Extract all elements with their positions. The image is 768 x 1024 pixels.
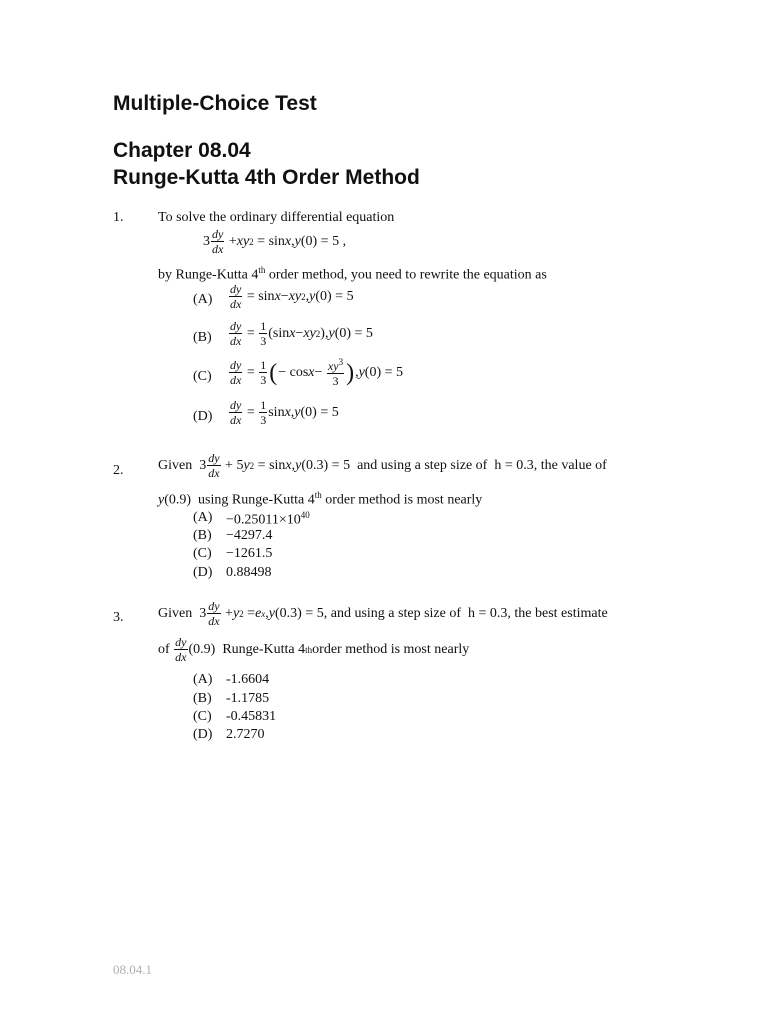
question-3-line-1: Given 3 $\frac{dy}{dx}$ + y 2 = e x , y (0.3) = 5, and using a step size of h = 0.3, the best estimate bbox=[158, 599, 608, 628]
question-3-option-c-label: (C) bbox=[193, 709, 212, 724]
question-1-option-b-label: (B) bbox=[193, 330, 212, 345]
page-number: 08.04.1 bbox=[113, 962, 152, 977]
question-1-option-d-label: (D) bbox=[193, 409, 213, 424]
question-3-option-a-value: -1.6604 bbox=[226, 672, 270, 687]
question-2-option-d-value: 0.88498 bbox=[226, 565, 272, 580]
question-3-option-a-label: (A) bbox=[193, 672, 213, 687]
question-1-option-a-label: (A) bbox=[193, 292, 213, 307]
question-1-number: 1. bbox=[113, 210, 124, 225]
question-1-equation: 3 $\frac{dy}{dx}$ + xy 2 = sin x , y (0) = 5 , bbox=[203, 227, 347, 256]
question-3-number: 3. bbox=[113, 610, 124, 625]
question-2-option-b-label: (B) bbox=[193, 528, 212, 543]
question-2-option-c-label: (C) bbox=[193, 546, 212, 561]
question-2-option-b-value: −4297.4 bbox=[226, 528, 273, 543]
question-3-option-b-value: -1.1785 bbox=[226, 691, 270, 706]
question-2-option-a-label: (A) bbox=[193, 510, 213, 525]
question-3-option-d-value: 2.7270 bbox=[226, 727, 265, 742]
question-3-option-c-value: -0.45831 bbox=[226, 709, 277, 724]
question-1-body: by Runge-Kutta 4th order method, you need to rewrite the equation as bbox=[158, 265, 547, 283]
page-title: Multiple-Choice Test bbox=[113, 92, 317, 115]
question-3-option-d-label: (D) bbox=[193, 727, 213, 742]
question-2-option-d-label: (D) bbox=[193, 565, 213, 580]
question-1-option-c: $\frac{dy}{dx}$ = $\frac{1}{3}$ ( − cos x − $\frac{xy^3}{3}$ ) , y (0) = 5 bbox=[230, 357, 404, 388]
question-2-line-1: Given 3 $\frac{dy}{dx}$ + 5 y 2 = sin x , y (0.3) = 5 and using a step size of h = 0.3, the value of bbox=[158, 451, 607, 480]
question-3-line-2: of $\frac{dy}{dx}$ (0.9) Runge-Kutta 4 th order method is most nearly bbox=[158, 635, 470, 664]
chapter-subtitle: Runge-Kutta 4th Order Method bbox=[113, 166, 420, 189]
question-2-option-c-value: −1261.5 bbox=[226, 546, 273, 561]
question-1-option-a: $\frac{dy}{dx}$ = sin x − xy 2 , y (0) = 5 bbox=[230, 282, 354, 311]
question-2-option-a-value: $-0.25011\times 10^{40}$ bbox=[226, 510, 310, 528]
question-1-option-d: $\frac{dy}{dx}$ = $\frac{1}{3}$ sin x , y (0) = 5 bbox=[230, 398, 339, 427]
question-3-option-b-label: (B) bbox=[193, 691, 212, 706]
question-2-line-2: y(0.9) using Runge-Kutta 4th order method is most nearly bbox=[158, 490, 483, 508]
question-1-option-c-label: (C) bbox=[193, 369, 212, 384]
question-1-intro: To solve the ordinary differential equation bbox=[158, 210, 395, 225]
chapter-heading: Chapter 08.04 bbox=[113, 139, 251, 162]
question-2-number: 2. bbox=[113, 463, 124, 478]
question-1-option-b: $\frac{dy}{dx}$ = $\frac{1}{3}$ (sin x − xy 2 ), y (0) = 5 bbox=[230, 319, 373, 348]
